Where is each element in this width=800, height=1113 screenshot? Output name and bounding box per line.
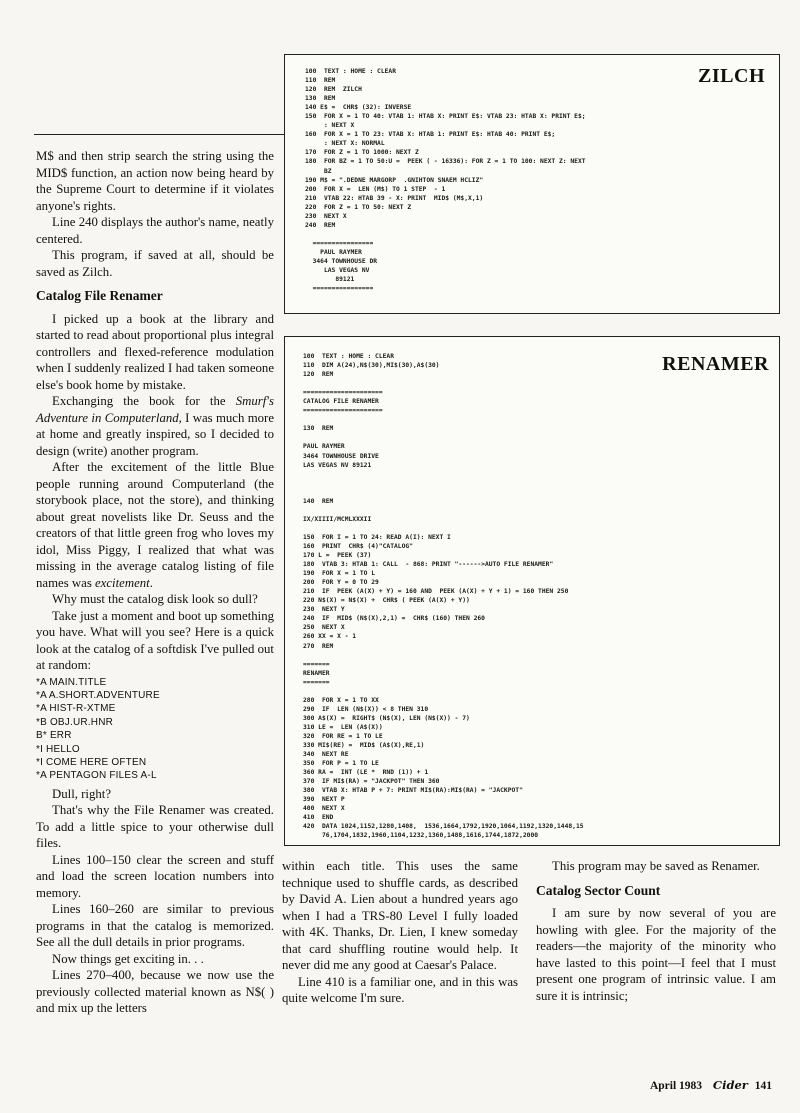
magazine-logo: Cider xyxy=(712,1078,748,1092)
paragraph-saved-zilch: This program, if saved at all, should be saved as Zilch. xyxy=(36,248,274,279)
article-column-right xyxy=(536,858,776,1004)
zilch-code: 100 TEXT : HOME : CLEAR 110 REM 120 REM ZILCH 130 REM 140 E$ = CHR$ (32): INVERSE 150 FOR X = 1 TO 40: VTAB 1: HTAB X: PRINT E$: VTAB 23: HTAB X: PRINT E$; : NEXT X 160 FOR X = 1 TO 23: VTAB X: HTAB 1: PRINT E$: HTAB 40: PRINT E$; : NEXT X: NORMAL 170 FOR Z = 1 TO 1000: NEXT Z 180 FOR BZ = 1 TO 50:U = PEEK ( - 16336): FOR Z = 1 TO 100: NEXT Z: NEXT BZ 190 M$ = ".DEDNE MARGORP .GNIHTON SNAEM HCLIZ" 200 FOR X = LEN (M$) TO 1 STEP - 1 210 VTAB 22: HTAB 39 - X: PRINT MID$ (M$,X,1) 220 FOR Z = 1 TO 50: NEXT Z 230 NEXT X 240 REM ================ PAUL RAYMER 3464 TOWNHOUSE DR LAS VEGAS NV 89121 ================ xyxy=(305,68,586,293)
heading-catalog-file-renamer: Catalog File Renamer xyxy=(36,288,163,303)
paragraph-lines-270-400: Lines 270–400, because we now use the previously collected material known as N$( ) and mix up the letters xyxy=(36,968,274,1016)
renamer-code: 100 TEXT : HOME : CLEAR 110 DIM A(24),N$(30),MI$(30),A$(30) 120 REM ===================== CATALOG FILE RENAMER ===================== 130 REM PAUL RAYMER 3464 TOWNHOUSE DRIVE LAS VEGAS NV 89121 140 REM IX/XIIII/MCMLXXXII 150 FOR I = 1 TO 24: READ A(I): NEXT I 160 PRINT CHR$ (4)"CATALOG" 170 L = PEEK (37) 180 VTAB 3: HTAB 1: CALL - 868: PRINT "------>AUTO FILE RENAMER" 190 FOR X = 1 TO L 200 FOR Y = 0 TO 29 210 IF PEEK (A(X) + Y) = 160 AND PEEK (A(X) + Y + 1) = 160 THEN 250 220 N$(X) = N$(X) + CHR$ ( PEEK (A(X) + Y)) 230 NEXT Y 240 IF MID$ (N$(X),2,1) = CHR$ (160) THEN 260 250 NEXT X 260 XX = X - 1 270 REM ======= RENAMER ======= 280 FOR X = 1 TO XX 290 IF LEN (N$(X)) < 8 THEN 310 300 A$(X) = RIGHT$ (N$(X), LEN (N$(X)) - 7) 310 LE = LEN (A$(X)) 320 FOR RE = 1 TO LE 330 MI$(RE) = MID$ (A$(X),RE,1) 340 NEXT RE 350 FOR P = 1 TO LE 360 RA = INT (LE * RND (1)) + 1 370 IF MI$(RA) = "JACKPOT" THEN 360 380 VTAB X: HTAB P + 7: PRINT MI$(RA):MI$(RA) = "JACKPOT" 390 NEXT P 400 NEXT X 410 END 420 DATA 1024,1152,1280,1408, 1536,1664,1792,1920,1064,1192,1320,1448,15 76,1704,1832,1960,1104,1232,1360,1488,1616,1744,1872,2000 xyxy=(303,353,584,840)
zilch-title: ZILCH xyxy=(698,65,765,87)
page-footer xyxy=(650,1078,772,1092)
zilch-listing-box xyxy=(284,54,780,314)
column-top-rule xyxy=(34,134,284,135)
paragraph-thats-why: That's why the File Renamer was created. To add a little spice to your otherwise dull files. xyxy=(36,803,274,851)
paragraph-line-410: Line 410 is a familiar one, and in this was quite welcome I'm sure. xyxy=(282,974,518,1005)
paragraph-mid-function: M$ and then strip search the string using the MID$ function, an action now being heard by the Supreme Court to determine if it violates anyone's rights. xyxy=(36,149,274,213)
page-number: 141 xyxy=(754,1080,772,1092)
paragraph-saved-renamer: This program may be saved as Renamer. xyxy=(552,859,760,873)
paragraph-within-title: within each title. This uses the same technique used to shuffle cards, as described by David A. Lien about a hundred years ago when I had a TRS-80 Level I fully loaded with 4K. Thanks, Dr. Lien, I knew someday that card shuffling routine would help. It never did me any good at Caesar's Palace. xyxy=(282,859,518,972)
paragraph-now-exciting: Now things get exciting in. . . xyxy=(52,951,204,966)
catalog-entry: *I COME HERE OFTEN xyxy=(36,756,147,768)
paragraph-why-dull: Why must the catalog disk look so dull? xyxy=(52,592,258,606)
catalog-entry: *A A.SHORT.ADVENTURE xyxy=(36,689,160,701)
catalog-entry: *A PENTAGON FILES A-L xyxy=(36,770,157,782)
paragraph-after-excitement: After the excitement of the little Blue people running around Computerland (the storybook place, not the store), and thinking about great novelists like Dr. Seuss and the creators of that little green frog who loves my idol, Miss Piggy, I realized that what was missing in the average catalog listing of file names was excitement. xyxy=(36,460,274,590)
footer-date: April 1983 xyxy=(649,1080,703,1092)
renamer-title: RENAMER xyxy=(662,353,769,375)
paragraph-i-am-sure: I am sure by now several of you are howling with glee. For the majority of the readers—the majority of the minority who have lasted to this point—I feel that I must present one program of intrinsic value. I am sure it is intrinsic; xyxy=(536,906,776,1003)
article-column-left xyxy=(36,148,274,1017)
paragraph-line-240: Line 240 displays the author's name, neatly centered. xyxy=(36,215,274,246)
article-column-middle xyxy=(282,858,518,1007)
paragraph-lines-100-150: Lines 100–150 clear the screen and stuff and load the screen location numbers into memory. xyxy=(36,852,274,900)
catalog-entry: B* ERR xyxy=(36,730,72,742)
catalog-entry: *A HIST-R-XTME xyxy=(36,703,116,715)
catalog-entry: *B OBJ.UR.HNR xyxy=(36,716,114,728)
paragraph-dull-right: Dull, right? xyxy=(52,786,111,801)
paragraph-picked-up-book: I picked up a book at the library and started to read about proportional plus integral controllers and flexed-reference modulation when I suddenly realized I had taken someone else's book home by mistake. xyxy=(36,311,274,392)
paragraph-lines-160-260: Lines 160–260 are similar to previous programs in that the catalog is memorized. See all the dull details in prior programs. xyxy=(36,902,274,950)
catalog-listing xyxy=(36,676,274,783)
renamer-listing-box xyxy=(284,336,780,846)
catalog-entry: *A MAIN.TITLE xyxy=(36,676,107,688)
paragraph-take-moment: Take just a moment and boot up something you have. What will you see? Here is a quick look at the catalog of a softdisk I've pulled out at random: xyxy=(36,608,274,672)
catalog-entry: *I HELLO xyxy=(36,743,80,755)
heading-catalog-sector-count: Catalog Sector Count xyxy=(536,882,661,898)
paragraph-exchanging-book: Exchanging the book for the Smurf's Adventure in Computerland, I was much more at home and greatly inspired, so I decided to design (write) another program. xyxy=(36,394,274,458)
